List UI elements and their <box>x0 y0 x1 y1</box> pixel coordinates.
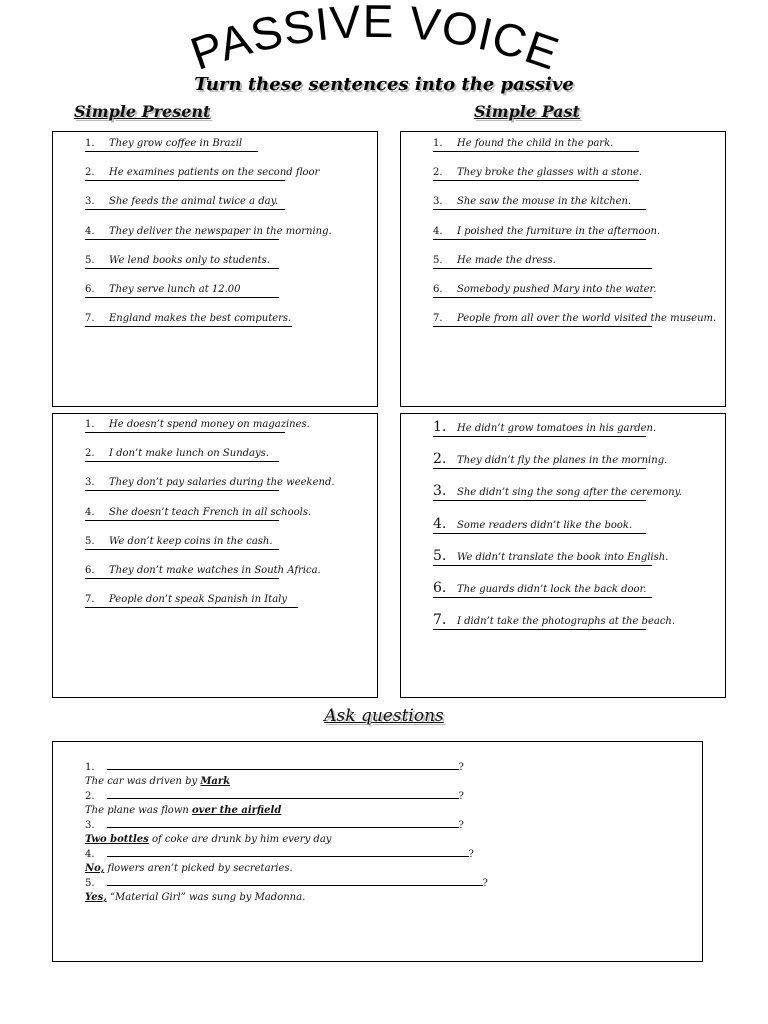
item-number: 4. <box>85 225 95 237</box>
answer-line[interactable] <box>85 490 279 491</box>
answer-sentence <box>85 863 293 874</box>
question-answer-line[interactable] <box>107 827 459 828</box>
item-sentence: He didn’t grow tomatoes in his garden. <box>457 423 657 434</box>
item-number: 6. <box>433 284 443 295</box>
answer-text: “Material Girl” was sung by Madonna. <box>106 892 306 903</box>
answer-line[interactable] <box>85 297 279 298</box>
answer-line[interactable] <box>85 326 292 327</box>
item-number: 5. <box>433 254 443 266</box>
question-mark: ? <box>482 878 488 889</box>
item-sentence: He examines patients on the second floor <box>109 167 320 179</box>
item-sentence: Some readers didn’t like the book. <box>457 519 633 531</box>
item-number: 6. <box>85 565 95 576</box>
question-line[interactable] <box>85 849 474 860</box>
answer-sentence <box>85 892 305 903</box>
answer-line[interactable] <box>433 629 646 630</box>
answer-focus-word: Yes, <box>85 892 107 903</box>
answer-line[interactable] <box>85 432 285 433</box>
answer-line[interactable] <box>433 151 639 152</box>
item-sentence: Somebody pushed Mary into the water. <box>457 284 657 295</box>
answer-line[interactable] <box>85 268 279 269</box>
answer-focus-word: Mark <box>200 776 231 787</box>
item-number: 3. <box>85 477 95 489</box>
answer-line[interactable] <box>433 209 646 210</box>
item-sentence: She doesn’t teach French in all schools. <box>109 506 312 518</box>
question-number: 2. <box>85 791 95 802</box>
answer-line[interactable] <box>433 533 646 534</box>
question-line[interactable] <box>85 820 464 831</box>
item-number: 4. <box>433 225 443 237</box>
item-sentence: I didn’t take the photographs at the beach. <box>457 616 676 628</box>
answer-line[interactable] <box>433 565 652 566</box>
item-number: 2. <box>85 167 95 179</box>
item-sentence: They broke the glasses with a stone. <box>457 167 643 179</box>
answer-text: flowers aren’t picked by secretaries. <box>104 863 293 874</box>
answer-line[interactable] <box>85 151 258 152</box>
question-number: 1. <box>85 762 95 773</box>
item-number: 3. <box>433 483 447 500</box>
item-sentence: We lend books only to students. <box>109 254 270 266</box>
item-number: 3. <box>433 196 443 208</box>
item-number: 2. <box>85 448 95 460</box>
item-number: 7. <box>433 313 443 325</box>
answer-line[interactable] <box>85 607 298 608</box>
question-mark: ? <box>458 820 464 831</box>
answer-line[interactable] <box>85 549 279 550</box>
answer-line[interactable] <box>433 436 646 437</box>
questions-box <box>52 741 703 962</box>
item-sentence: He made the dress. <box>457 254 556 266</box>
item-sentence: She didn’t sing the song after the ceremony. <box>457 487 683 499</box>
item-sentence: They serve lunch at 12.00 <box>109 284 241 295</box>
item-sentence: We don’t keep coins in the cash. <box>109 535 273 547</box>
answer-line[interactable] <box>85 461 279 462</box>
present-affirmative-box <box>52 131 378 407</box>
item-sentence: We didn’t translate the book into English. <box>457 551 669 563</box>
item-number: 7. <box>433 612 447 629</box>
simple-present-heading: Simple Present <box>74 102 211 121</box>
question-line[interactable] <box>85 878 488 889</box>
item-number: 5. <box>85 535 95 547</box>
title-text: PASSIVE VOICE <box>184 2 566 80</box>
item-sentence: They don’t make watches in South Africa. <box>109 565 321 576</box>
item-sentence: I don’t make lunch on Sundays. <box>109 448 269 460</box>
item-sentence: She saw the mouse in the kitchen. <box>457 196 632 208</box>
question-mark: ? <box>458 762 464 773</box>
question-number: 5. <box>85 878 95 889</box>
answer-line[interactable] <box>433 597 652 598</box>
item-sentence: People don’t speak Spanish in Italy <box>109 594 288 606</box>
item-number: 6. <box>85 284 95 295</box>
item-sentence: They deliver the newspaper in the morning. <box>109 225 332 237</box>
item-sentence: People from all over the world visited the museum. <box>457 313 717 325</box>
item-number: 2. <box>433 167 443 179</box>
item-sentence: They don’t pay salaries during the weekend. <box>109 477 335 489</box>
item-number: 7. <box>85 313 95 325</box>
answer-line[interactable] <box>433 268 652 269</box>
question-answer-line[interactable] <box>107 798 459 799</box>
answer-line[interactable] <box>433 297 652 298</box>
item-number: 1. <box>85 138 95 149</box>
item-sentence: They didn’t fly the planes in the morning. <box>457 455 668 467</box>
answer-text: of coke are drunk by him every day <box>148 834 332 845</box>
past-affirmative-box <box>400 131 726 407</box>
answer-focus-word: Two bottles <box>85 834 149 845</box>
present-negative-box <box>52 413 378 698</box>
item-sentence: The guards didn’t lock the back door. <box>457 584 647 595</box>
question-line[interactable] <box>85 791 464 802</box>
question-number: 3. <box>85 820 95 831</box>
item-number: 3. <box>85 196 95 208</box>
question-answer-line[interactable] <box>107 856 469 857</box>
answer-line[interactable] <box>85 209 285 210</box>
answer-line[interactable] <box>85 578 279 579</box>
answer-text: The car was driven by <box>85 776 201 787</box>
answer-focus-word: No, <box>85 863 105 874</box>
question-number: 4. <box>85 849 95 860</box>
question-mark: ? <box>458 791 464 802</box>
item-number: 4. <box>85 506 95 518</box>
question-answer-line[interactable] <box>107 769 459 770</box>
question-answer-line[interactable] <box>107 885 483 886</box>
item-number: 1. <box>433 419 447 435</box>
item-number: 6. <box>433 580 447 596</box>
answer-sentence <box>85 805 281 816</box>
answer-text: The plane was flown <box>85 805 193 816</box>
simple-past-heading: Simple Past <box>474 102 580 121</box>
instructions-subtitle: Turn these sentences into the passive <box>194 74 574 95</box>
item-number: 4. <box>433 515 447 532</box>
answer-line[interactable] <box>433 326 652 327</box>
item-sentence: She feeds the animal twice a day. <box>109 196 279 208</box>
answer-line[interactable] <box>433 500 646 501</box>
question-mark: ? <box>468 849 474 860</box>
item-sentence: They grow coffee in Brazil <box>109 138 243 149</box>
answer-sentence <box>85 776 230 787</box>
item-sentence: He found the child in the park. <box>457 138 614 149</box>
ask-questions-heading: Ask questions <box>324 706 444 726</box>
answer-line[interactable] <box>85 520 279 521</box>
answer-focus-word: over the airfield <box>192 805 282 816</box>
answer-line[interactable] <box>433 239 646 240</box>
answer-line[interactable] <box>85 239 279 240</box>
answer-sentence <box>85 834 331 845</box>
item-sentence: England makes the best computers. <box>109 313 292 325</box>
question-line[interactable] <box>85 762 464 773</box>
answer-line[interactable] <box>85 180 285 181</box>
item-sentence: I poished the furniture in the afternoon. <box>457 225 661 237</box>
item-number: 5. <box>85 254 95 266</box>
item-number: 7. <box>85 594 95 606</box>
item-number: 1. <box>85 419 95 430</box>
past-negative-box <box>400 413 726 698</box>
answer-line[interactable] <box>433 468 646 469</box>
answer-line[interactable] <box>433 180 639 181</box>
item-number: 1. <box>433 138 443 149</box>
item-sentence: He doesn’t spend money on magazines. <box>109 419 310 430</box>
item-number: 2. <box>433 451 447 468</box>
item-number: 5. <box>433 547 447 564</box>
